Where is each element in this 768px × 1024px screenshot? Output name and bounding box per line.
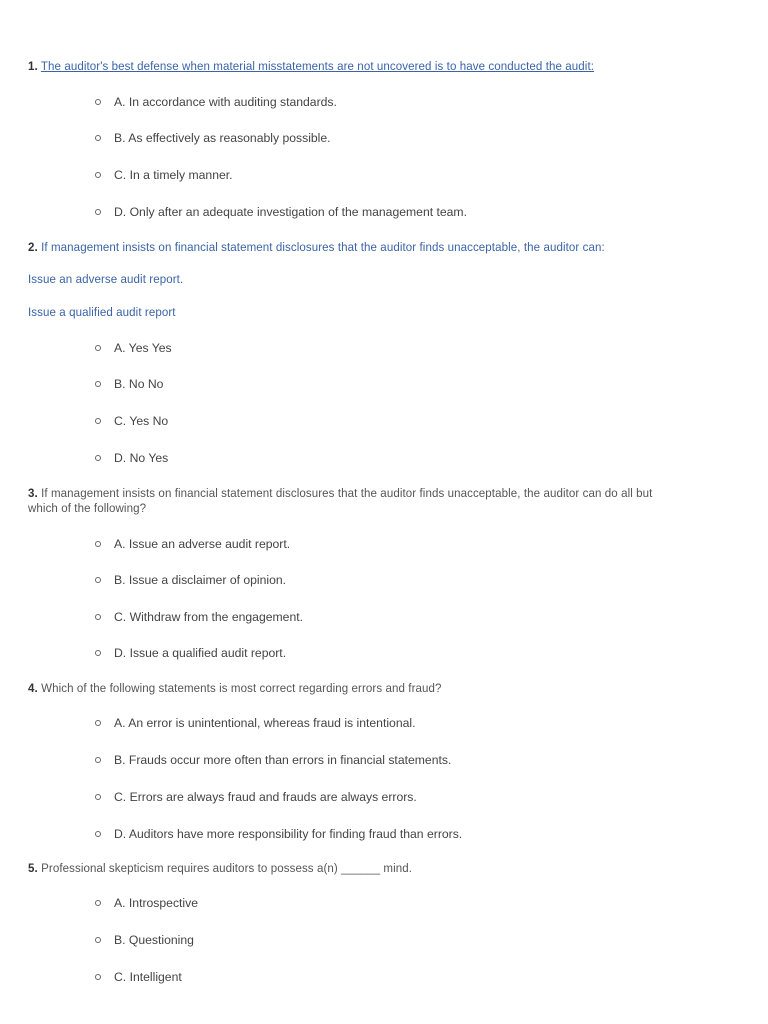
answer-option[interactable] (95, 537, 290, 552)
question-4 (28, 681, 660, 696)
answer-option[interactable] (95, 646, 286, 661)
radio-bullet-icon[interactable] (95, 794, 101, 800)
answer-option-label: B. As effectively as reasonably possible. (114, 131, 331, 145)
answer-option[interactable] (95, 827, 462, 842)
answer-option-label: A. Introspective (114, 896, 198, 910)
answer-option-label: B. Questioning (114, 933, 194, 947)
answer-option[interactable] (95, 341, 172, 356)
question-number: 1. (28, 59, 38, 73)
answer-option[interactable] (95, 205, 467, 220)
answer-option-label: B. Issue a disclaimer of opinion. (114, 573, 287, 587)
question-number: 5. (28, 861, 38, 875)
radio-bullet-icon[interactable] (95, 614, 101, 620)
answer-option-label: A. An error is unintentional, whereas fraud is intentional. (114, 716, 416, 730)
answer-option-label: A. In accordance with auditing standards. (114, 95, 337, 109)
question-number: 3. (28, 486, 38, 500)
answer-option[interactable] (95, 933, 194, 948)
radio-bullet-icon[interactable] (95, 381, 101, 387)
answer-option[interactable] (95, 414, 168, 429)
question-text: If management insists on financial statement disclosures that the auditor finds unacceptable, the auditor can do all but which of the following? (28, 486, 653, 515)
radio-bullet-icon[interactable] (95, 720, 101, 726)
answer-option-label: D. Auditors have more responsibility for finding fraud than errors. (114, 827, 463, 841)
question-3 (28, 486, 660, 516)
answer-option[interactable] (95, 131, 331, 146)
radio-bullet-icon[interactable] (95, 831, 101, 837)
question-1 (28, 59, 660, 74)
answer-option-label: C. Withdraw from the engagement. (114, 610, 303, 624)
radio-bullet-icon[interactable] (95, 974, 101, 980)
answer-option[interactable] (95, 610, 303, 625)
answer-option-label: A. Issue an adverse audit report. (114, 537, 291, 551)
radio-bullet-icon[interactable] (95, 937, 101, 943)
answer-option[interactable] (95, 95, 337, 110)
question-subline: Issue an adverse audit report. (28, 272, 184, 286)
answer-option-label: C. Errors are always fraud and frauds are always errors. (114, 790, 417, 804)
question-text: Professional skepticism requires auditors to possess a(n) ______ mind. (41, 861, 413, 875)
question-text-link[interactable]: The auditor's best defense when material misstatements are not uncovered is to have conducted the audit: (40, 59, 595, 73)
question-number: 4. (28, 681, 38, 695)
radio-bullet-icon[interactable] (95, 172, 101, 178)
answer-option[interactable] (95, 753, 451, 768)
radio-bullet-icon[interactable] (95, 900, 101, 906)
answer-option-label: B. No No (114, 377, 164, 391)
radio-bullet-icon[interactable] (95, 650, 101, 656)
answer-option[interactable] (95, 168, 233, 183)
answer-option-label: A. Yes Yes (114, 341, 172, 355)
question-text: If management insists on financial statement disclosures that the auditor finds unacceptable, the auditor can: (41, 240, 605, 254)
answer-option[interactable] (95, 790, 417, 805)
answer-option[interactable] (95, 970, 182, 985)
radio-bullet-icon[interactable] (95, 135, 101, 141)
question-5 (28, 861, 660, 876)
radio-bullet-icon[interactable] (95, 418, 101, 424)
radio-bullet-icon[interactable] (95, 541, 101, 547)
question-2 (28, 240, 660, 255)
answer-option[interactable] (95, 573, 286, 588)
answer-option[interactable] (95, 896, 198, 911)
answer-option[interactable] (95, 377, 163, 392)
answer-option-label: D. No Yes (114, 451, 169, 465)
answer-option-label: C. Intelligent (114, 970, 182, 984)
question-text: Which of the following statements is most correct regarding errors and fraud? (41, 681, 442, 695)
radio-bullet-icon[interactable] (95, 209, 101, 215)
answer-option-label: D. Issue a qualified audit report. (114, 646, 287, 660)
question-number: 2. (28, 240, 38, 254)
answer-option-label: D. Only after an adequate investigation of the management team. (114, 205, 467, 219)
answer-option[interactable] (95, 451, 168, 466)
answer-option-label: B. Frauds occur more often than errors in financial statements. (114, 753, 452, 767)
answer-option[interactable] (95, 716, 415, 731)
radio-bullet-icon[interactable] (95, 455, 101, 461)
radio-bullet-icon[interactable] (95, 345, 101, 351)
radio-bullet-icon[interactable] (95, 577, 101, 583)
question-subline: Issue a qualified audit report (28, 305, 176, 319)
radio-bullet-icon[interactable] (95, 757, 101, 763)
answer-option-label: C. In a timely manner. (114, 168, 233, 182)
answer-option-label: C. Yes No (114, 414, 169, 428)
radio-bullet-icon[interactable] (95, 99, 101, 105)
